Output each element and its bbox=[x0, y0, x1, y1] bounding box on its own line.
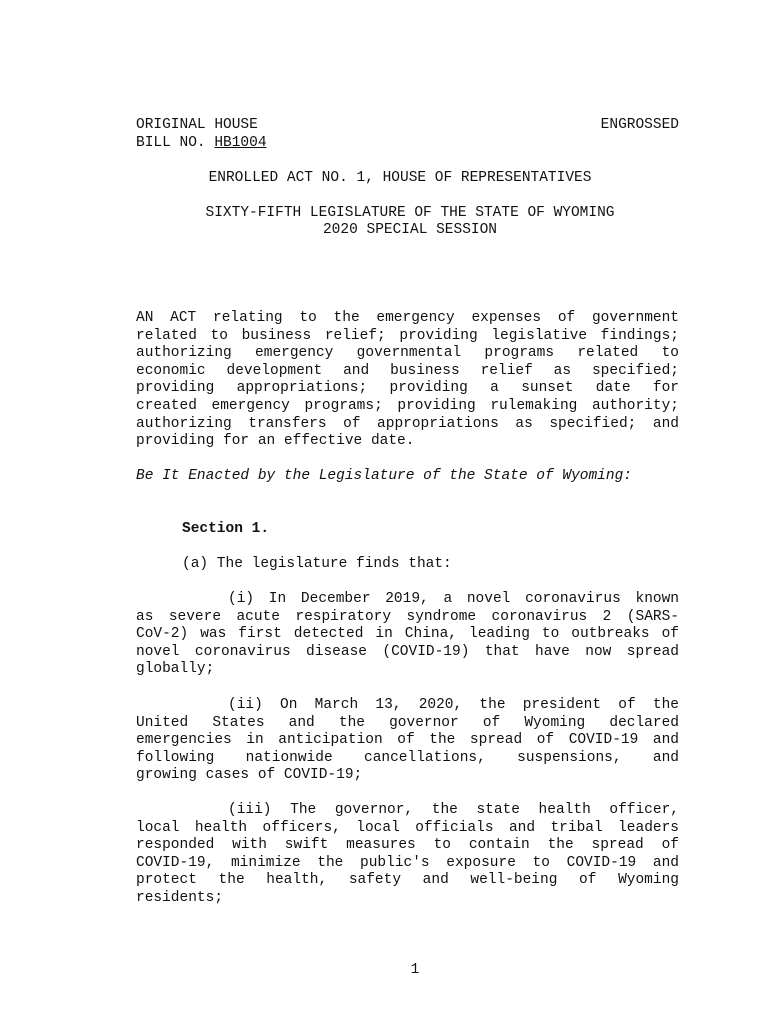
paragraph-ii bbox=[136, 697, 679, 785]
paragraph-line bbox=[136, 697, 679, 715]
paragraph-line: responded with swift measures to contain the spread of bbox=[136, 837, 679, 854]
act-title-line: authorizing emergency governmental programs related to bbox=[136, 345, 679, 362]
paragraph-first-line-text: (i) In December 2019, a novel coronavirus known bbox=[228, 591, 679, 607]
paragraph-line: protect the health, safety and well-being of Wyoming bbox=[136, 872, 679, 889]
paragraph-first-line-text: (iii) The governor, the state health officer, bbox=[228, 802, 679, 818]
paragraph-line: novel coronavirus disease (COVID-19) that have now spread bbox=[136, 643, 679, 660]
paragraph-line: emergencies in anticipation of the spread of COVID-19 and bbox=[136, 732, 679, 749]
act-title-line: providing appropriations; providing a sunset date for bbox=[136, 380, 679, 397]
bill-no-label: BILL NO. bbox=[136, 135, 206, 151]
header-top-row bbox=[136, 117, 679, 135]
act-title-line: AN ACT relating to the emergency expenses of government bbox=[136, 310, 679, 326]
act-title-line: economic development and business relief as specified; bbox=[136, 362, 679, 379]
act-title-line: providing for an effective date. bbox=[136, 433, 415, 450]
original-house-label: ORIGINAL HOUSE bbox=[136, 117, 258, 133]
subsection-a: (a) The legislature finds that: bbox=[182, 556, 452, 572]
engrossed-label: ENGROSSED bbox=[600, 117, 679, 133]
paragraph-first-line-text: (ii) On March 13, 2020, the president of the bbox=[228, 697, 679, 713]
section-heading: Section 1. bbox=[182, 521, 270, 537]
paragraph-line: growing cases of COVID-19; bbox=[136, 767, 363, 784]
paragraph-line bbox=[136, 591, 679, 609]
paragraph-line: COVID-19, minimize the public's exposure to COVID-19 and bbox=[136, 854, 679, 871]
paragraph-line bbox=[136, 802, 679, 820]
enrolled-act-line: ENROLLED ACT NO. 1, HOUSE OF REPRESENTATIVES bbox=[208, 170, 592, 186]
enacting-clause: Be It Enacted by the Legislature of the State of Wyoming: bbox=[136, 468, 632, 484]
paragraph-line: residents; bbox=[136, 889, 224, 906]
session-line: 2020 SPECIAL SESSION bbox=[322, 222, 498, 238]
paragraph-line: globally; bbox=[136, 661, 215, 678]
act-title-line: created emergency programs; providing rulemaking authority; bbox=[136, 397, 679, 414]
act-title bbox=[136, 310, 679, 451]
paragraph-line: local health officers, local officials and tribal leaders bbox=[136, 819, 679, 836]
bill-number-line bbox=[136, 135, 679, 153]
page-number: 1 bbox=[410, 962, 420, 978]
act-title-line: authorizing transfers of appropriations as specified; and bbox=[136, 415, 679, 432]
paragraph-line: CoV-2) was first detected in China, leading to outbreaks of bbox=[136, 626, 679, 643]
paragraph-line: as severe acute respiratory syndrome coronavirus 2 (SARS- bbox=[136, 608, 679, 625]
paragraph-iii bbox=[136, 802, 679, 908]
paragraph-line: United States and the governor of Wyoming declared bbox=[136, 714, 679, 731]
bill-number: HB1004 bbox=[214, 135, 267, 151]
paragraph-line: following nationwide cancellations, suspensions, and bbox=[136, 749, 679, 766]
act-title-line: related to business relief; providing legislative findings; bbox=[136, 327, 679, 344]
paragraph-i bbox=[136, 591, 679, 679]
legislature-line: SIXTY-FIFTH LEGISLATURE OF THE STATE OF WYOMING bbox=[205, 205, 615, 221]
